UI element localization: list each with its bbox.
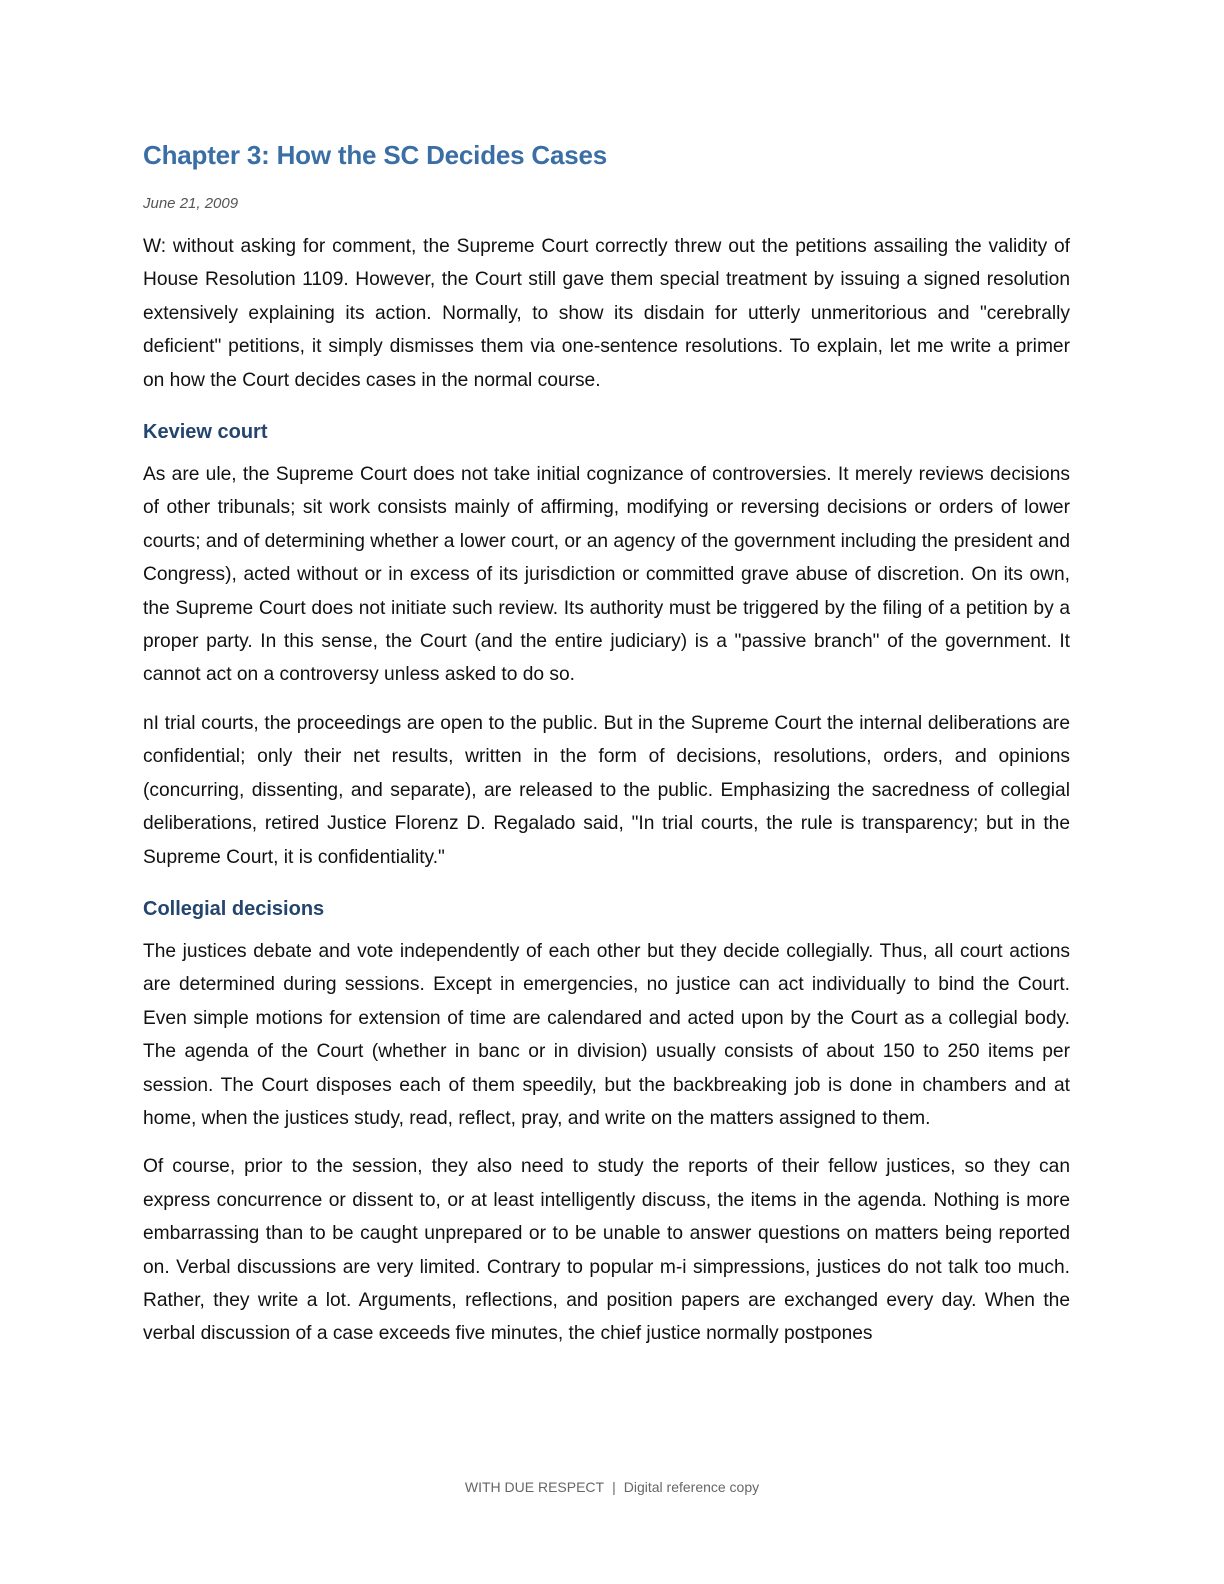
footer-copy-note: Digital reference copy: [623, 1479, 760, 1495]
section-heading-review-court: Keview court: [143, 421, 268, 444]
review-court-paragraph-2: nI trial courts, the proceedings are open to the public. But in the Supreme Court the internal deliberations are confidential; only their net results, written in the form of decisions, resolutions, orders, and opinions (concurring, dissenting, and separate), are released to the public. Emphasizing the sacredness of collegial deliberations, retired Justice Florenz D. Regalado said, "In trial courts, the rule is transparency; but in the Supreme Court, it is confidentiality.": [143, 712, 1070, 868]
review-court-paragraph-1: As are ule, the Supreme Court does not take initial cognizance of controversies. It merely reviews decisions of other tribunals; sit work consists mainly of affirming, modifying or reversing decisions or orders of lower courts; and of determining whether a lower court, or an agency of the government including the president and Congress), acted without or in excess of its jurisdiction or committed grave abuse of discretion. On its own, the Supreme Court does not initiate such review. Its authority must be triggered by the filing of a petition by a proper party. In this sense, the Court (and the entire judiciary) is a "passive branch" of the government. It cannot act on a controversy unless asked to do so.: [143, 464, 1070, 686]
collegial-decisions-paragraph-1: The justices debate and vote independently of each other but they decide collegially. Thus, all court actions are determined during sessions. Except in emergencies, no justice can act individually to bind the Court. Even simple motions for extension of time are calendared and acted upon by the Court as a collegial body. The agenda of the Court (whether in banc or in division) usually consists of about 150 to 250 items per session. The Court disposes each of them speedily, but the backbreaking job is done in chambers and at home, when the justices study, read, reflect, pray, and write on the matters assigned to them.: [143, 940, 1070, 1129]
section-heading-collegial-decisions: Collegial decisions: [143, 897, 325, 920]
page-footer: [0, 1479, 1224, 1495]
chapter-title: Chapter 3: How the SC Decides Cases: [143, 140, 608, 170]
publication-date: June 21, 2009: [143, 195, 239, 212]
document-page: [143, 140, 1070, 1366]
collegial-decisions-paragraph-2: Of course, prior to the session, they also need to study the reports of their fellow justices, so they can express concurrence or dissent to, or at least intelligently discuss, the items in the agenda. Nothing is more embarrassing than to be caught unprepared or to be unable to answer questions on matters being reported on. Verbal discussions are very limited. Contrary to popular m-i simpressions, justices do not talk too much. Rather, they write a lot. Arguments, reflections, and position papers are exchanged every day. When the verbal discussion of a case exceeds five minutes, the chief justice normally postpones: [143, 1156, 1070, 1345]
footer-separator: |: [612, 1479, 616, 1495]
footer-publication-name: WITH DUE RESPECT: [464, 1479, 605, 1495]
intro-paragraph: W: without asking for comment, the Supreme Court correctly threw out the petitions assailing the validity of House Resolution 1109. However, the Court still gave them special treatment by issuing a signed resolution extensively explaining its action. Normally, to show its disdain for utterly unmeritorious and "cerebrally deficient" petitions, it simply dismisses them via one-sentence resolutions. To explain, let me write a primer on how the Court decides cases in the normal course.: [143, 236, 1070, 391]
